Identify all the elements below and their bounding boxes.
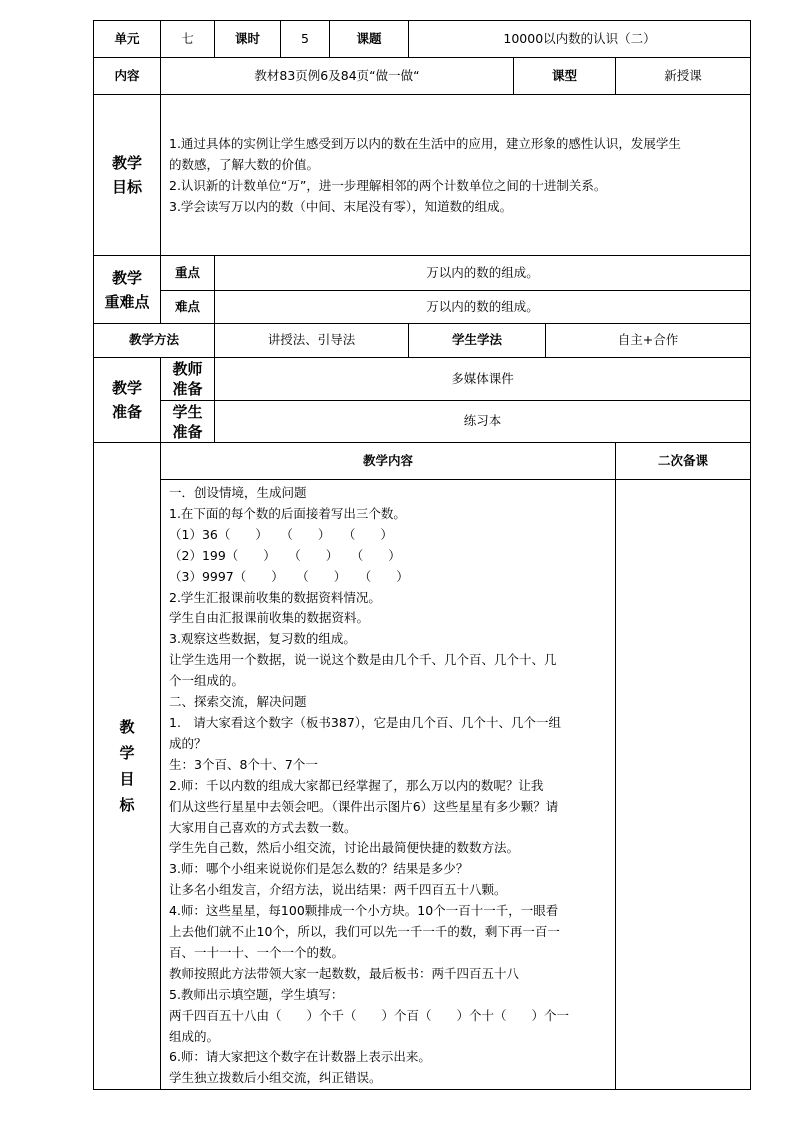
objectives-text [161,95,751,256]
header-row [94,21,751,58]
content-line: 学生先自己数，然后小组交流，讨论出最简便快捷的数数方法。 [169,840,520,856]
teacher-prep-row [94,358,751,401]
learn-method-value: 自主+合作 [546,324,751,358]
type-value: 新授课 [616,58,751,95]
teach-method-label: 教学方法 [94,324,215,358]
content-line: 大家用自己喜欢的方式去数一数。 [169,819,357,835]
content-line: 2.师：千以内数的组成大家都已经掌握了，那么万以内的数呢？让我 [169,777,544,793]
content-line: 6.师：请大家把这个数字在计数器上表示出来。 [169,1049,431,1065]
learn-method-label: 学生学法 [409,324,546,358]
content-line: 两千四百五十八由（ ）个千（ ）个百（ ）个十（ ）个一 [169,1007,570,1023]
key-label: 重点 [161,256,215,291]
lesson-plan-table [93,20,751,1090]
content-line: 3.观察这些数据，复习数的组成。 [169,631,356,647]
student-prep-label-line1: 学生 [172,402,203,421]
content-line: 成的？ [169,735,207,751]
content-line: 二、探索交流，解决问题 [169,694,307,710]
methods-row [94,324,751,358]
process-side-char: 教 [119,718,135,737]
keypoints-label [94,256,161,324]
student-prep-row [94,401,751,443]
topic-label: 课题 [330,21,409,58]
objective-line: 1.通过具体的实例让学生感受到万以内的数在生活中的应用，建立形象的感性认识，发展学生 [169,136,681,151]
key-point-row [94,256,751,291]
process-side-char: 标 [119,796,135,815]
student-prep-label [161,401,215,443]
process-side-char: 目 [119,770,135,789]
content-line: 百、一十一十、一个一个的数。 [169,944,345,960]
content-header: 教学内容 [161,443,616,480]
student-prep-label-line2: 准备 [172,422,203,441]
teacher-prep-value: 多媒体课件 [215,358,751,401]
teacher-prep-label-line1: 教师 [172,360,203,378]
content-line: 上去他们就不止10个，所以，我们可以先一千一千的数，剩下再一百一 [169,924,560,940]
content-line: （2）199（ ） （ ） （ ） [169,547,401,563]
content-line: 让多名小组发言，介绍方法，说出结果：两千四百五十八颗。 [169,882,507,898]
objective-line: 的数感，了解大数的价值。 [169,157,320,172]
content-line: 1. 请大家看这个数字（板书387），它是由几个百、几个十、几个一组 [169,714,562,730]
process-side-char: 学 [119,744,135,763]
content-label: 内容 [94,58,161,95]
content-line: 学生自由汇报课前收集的数据资料。 [169,610,370,626]
prep-label [94,358,161,443]
keypoints-label-line2: 重难点 [104,292,150,311]
keypoints-label-line1: 教学 [111,268,142,287]
content-line: 3.师：哪个小组来说说你们是怎么数的？结果是多少？ [169,861,469,877]
student-prep-value: 练习本 [215,401,751,443]
notes-header: 二次备课 [616,443,751,480]
teacher-prep-label-line2: 准备 [172,380,203,398]
prep-label-line1: 教学 [111,379,142,397]
content-line: 2.学生汇报课前收集的数据资料情况。 [169,589,381,605]
process-side-label [94,443,161,1090]
objective-line: 3.学会读写万以内的数（中间、末尾没有零），知道数的组成。 [169,199,513,214]
content-line: 们从这些行星星中去领会吧。（课件出示图片6）这些星星有多少颗？请 [169,798,559,814]
lesson-value: 5 [281,21,330,58]
unit-label: 单元 [94,21,161,58]
topic-value: 10000以内数的认识（二） [409,21,751,58]
content-line: 4.师：这些星星，每100颗排成一个小方块。10个一百十一千，一眼看 [169,903,559,919]
content-line: 教师按照此方法带领大家一起数数，最后板书：两千四百五十八 [169,965,520,981]
content-line: （3）9997（ ） （ ） （ ） [169,568,409,584]
content-line: 个一组成的。 [169,673,245,689]
difficult-value: 万以内的数的组成。 [215,291,751,324]
process-header-row [94,443,751,480]
teach-method-value: 讲授法、引导法 [215,324,409,358]
content-line: 1.在下面的每个数的后面接着写出三个数。 [169,505,406,521]
objectives-row [94,95,751,256]
content-line: 组成的。 [169,1028,220,1044]
content-line: 生：3个百、8个十、7个一 [169,756,318,772]
objectives-label-line1: 教学 [111,154,142,172]
content-row [94,58,751,95]
prep-label-line2: 准备 [111,403,142,421]
key-value: 万以内的数的组成。 [215,256,751,291]
type-label: 课型 [514,58,616,95]
content-line: （1）36（ ） （ ） （ ） [169,526,393,542]
difficult-point-row [94,291,751,324]
content-value: 教材83页例6及84页“做一做“ [161,58,514,95]
process-content-row [94,480,751,1090]
unit-value: 七 [161,21,215,58]
teacher-prep-label [161,358,215,401]
content-line: 让学生选用一个数据，说一说这个数是由几个千、几个百、几个十、几 [169,652,557,668]
process-content [161,480,616,1090]
objectives-label [94,95,161,256]
notes-cell [616,480,751,1090]
objective-line: 2.认识新的计数单位“万”，进一步理解相邻的两个计数单位之间的十进制关系。 [169,178,607,193]
content-line: 一．创设情境，生成问题 [169,485,307,500]
objectives-label-line2: 目标 [111,178,142,196]
lesson-label: 课时 [215,21,281,58]
content-line: 学生独立拨数后小组交流，纠正错误。 [169,1070,382,1086]
difficult-label: 难点 [161,291,215,324]
content-line: 5.教师出示填空题，学生填写： [169,986,344,1002]
